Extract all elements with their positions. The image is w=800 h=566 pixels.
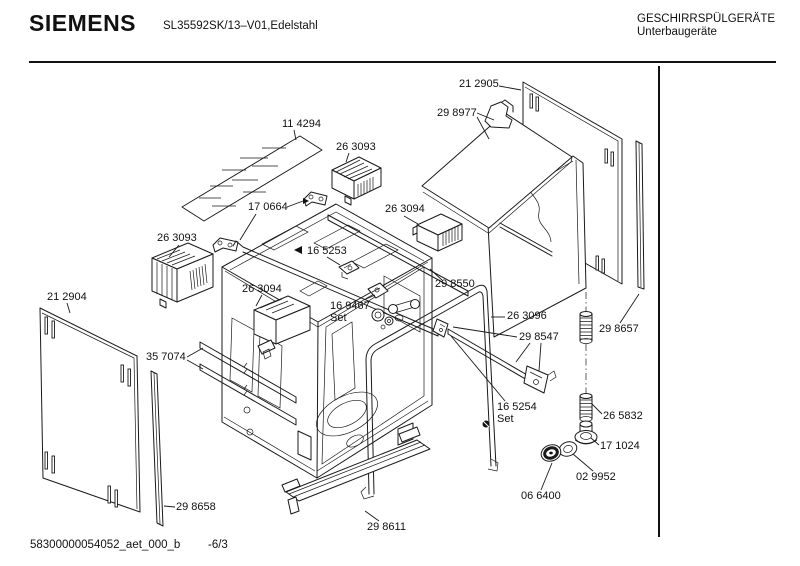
product-category: GESCHIRRSPÜLGERÄTE xyxy=(637,13,776,25)
part-number: 16 9467 xyxy=(330,300,370,312)
model-code: SL35592SK/13–V01,Edelstahl xyxy=(163,20,318,32)
document-code: 58300000054052_aet_000_b xyxy=(30,539,181,551)
part-label-29-8658: 29 8658 xyxy=(176,501,216,513)
right-trim-strip-drawing xyxy=(636,141,644,289)
part-label-26-3093-upper: 26 3093 xyxy=(336,141,376,153)
part-number: 16 5254 xyxy=(497,401,537,413)
connector-block-upper-drawing xyxy=(332,157,381,205)
part-set-suffix: Set xyxy=(330,312,347,324)
part-label-26-3096: 26 3096 xyxy=(507,310,547,322)
part-label-17-0664: 17 0664 xyxy=(248,201,288,213)
part-label-21-2904: 21 2904 xyxy=(47,291,87,303)
module-upper-right-drawing xyxy=(413,214,462,251)
part-label-26-5832: 26 5832 xyxy=(603,410,643,422)
part-label-16-5254 xyxy=(497,401,537,425)
part-label-29-8547: 29 8547 xyxy=(519,331,559,343)
product-subcategory: Unterbaugeräte xyxy=(637,26,717,38)
left-trim-strip-drawing xyxy=(151,371,163,526)
part-label-02-9952: 02 9952 xyxy=(576,471,616,483)
part-label-17-1024: 17 1024 xyxy=(600,440,640,452)
part-label-29-8550: 29 8550 xyxy=(435,278,475,290)
part-set-suffix: Set xyxy=(497,413,514,425)
part-label-29-8977: 29 8977 xyxy=(437,107,477,119)
part-label-29-8611: 29 8611 xyxy=(367,521,406,533)
part-label-35-7074: 35 7074 xyxy=(146,351,186,363)
part-label-26-3094-left: 26 3094 xyxy=(242,283,282,295)
part-label-26-3094-upper: 26 3094 xyxy=(385,203,425,215)
part-label-21-2905: 21 2905 xyxy=(459,78,499,90)
part-label-26-3093-left: 26 3093 xyxy=(157,232,197,244)
left-side-panel-drawing xyxy=(40,308,140,512)
part-label-11-4294: 11 4294 xyxy=(282,118,321,130)
part-label-29-8657: 29 8657 xyxy=(599,323,639,335)
brand-logo: SIEMENS xyxy=(29,10,137,36)
part-label-16-5253: 16 5253 xyxy=(307,245,347,257)
connector-block-left-drawing xyxy=(152,243,213,308)
part-label-06-6400: 06 6400 xyxy=(521,490,561,502)
part-label-16-9467 xyxy=(330,300,370,324)
sheet-number: -6/3 xyxy=(208,539,228,551)
